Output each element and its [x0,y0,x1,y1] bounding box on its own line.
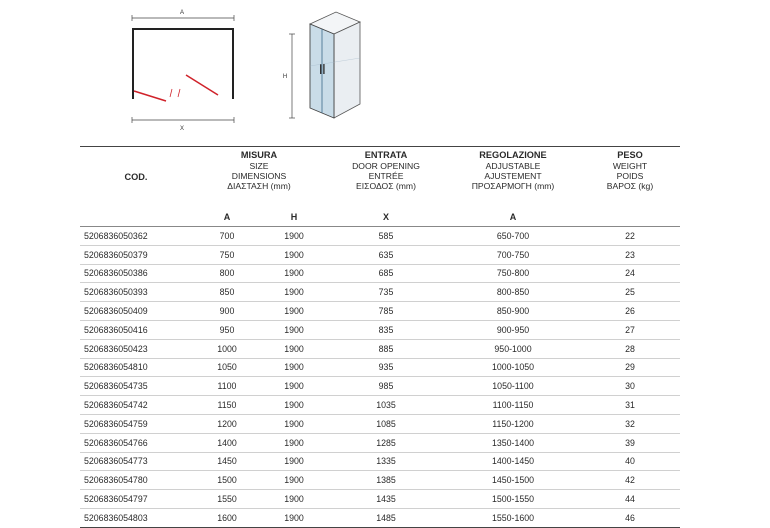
cell-adjust: 1100-1150 [446,396,580,415]
cell-weight: 26 [580,302,680,321]
table-row [80,433,680,452]
cell-adjust: 1400-1450 [446,452,580,471]
cell-size-h: 1900 [262,283,326,302]
subheader-a: A [223,212,231,222]
cell-size-a: 1450 [192,452,262,471]
cell-size-a: 1050 [192,358,262,377]
cell-code: 5206836050416 [80,320,192,339]
cell-size-a: 800 [192,264,262,283]
cell-code: 5206836054742 [80,396,192,415]
cell-size-h: 1900 [262,396,326,415]
table-row [80,283,680,302]
cell-entry-x: 1385 [326,471,446,490]
cell-code: 5206836054810 [80,358,192,377]
cell-weight: 29 [580,358,680,377]
table-row [80,377,680,396]
cell-code: 5206836050423 [80,339,192,358]
subheader-adjust-a: A [509,212,517,222]
cell-size-h: 1900 [262,227,326,246]
cell-adjust: 1350-1400 [446,433,580,452]
cell-code: 5206836054780 [80,471,192,490]
cell-size-a: 950 [192,320,262,339]
cell-adjust: 1550-1600 [446,508,580,527]
cell-adjust: 650-700 [446,227,580,246]
cell-size-a: 850 [192,283,262,302]
cell-weight: 24 [580,264,680,283]
table-header-row [80,147,680,209]
cell-adjust: 1000-1050 [446,358,580,377]
cell-entry-x: 985 [326,377,446,396]
cell-code: 5206836054766 [80,433,192,452]
cell-adjust: 750-800 [446,264,580,283]
cell-adjust: 850-900 [446,302,580,321]
cell-entry-x: 1085 [326,414,446,433]
table-row [80,508,680,527]
table-row [80,414,680,433]
cell-entry-x: 685 [326,264,446,283]
cell-adjust: 950-1000 [446,339,580,358]
cell-weight: 25 [580,283,680,302]
cell-size-h: 1900 [262,490,326,509]
cell-size-h: 1900 [262,452,326,471]
cell-size-h: 1900 [262,471,326,490]
cell-weight: 32 [580,414,680,433]
enclosure-3d-diagram [276,6,366,131]
cell-code: 5206836050393 [80,283,192,302]
cell-size-h: 1900 [262,414,326,433]
table-row [80,339,680,358]
cell-adjust: 800-850 [446,283,580,302]
cell-code: 5206836050379 [80,245,192,264]
cell-size-h: 1900 [262,358,326,377]
cell-entry-x: 635 [326,245,446,264]
cell-weight: 44 [580,490,680,509]
table-row [80,227,680,246]
cell-size-a: 900 [192,302,262,321]
table-row [80,245,680,264]
cell-size-h: 1900 [262,433,326,452]
header-size: MISURA SIZE DIMENSIONS ΔΙΑΣΤΑΣΗ (mm) [227,150,291,191]
cell-adjust: 1500-1550 [446,490,580,509]
cell-size-a: 1500 [192,471,262,490]
cell-size-h: 1900 [262,264,326,283]
cell-weight: 27 [580,320,680,339]
cell-weight: 46 [580,508,680,527]
header-code-label: COD. [124,172,148,182]
cell-size-h: 1900 [262,339,326,358]
cell-entry-x: 585 [326,227,446,246]
cell-entry-x: 935 [326,358,446,377]
subheader-h: H [290,212,298,222]
cell-weight: 39 [580,433,680,452]
table-row [80,320,680,339]
cell-code: 5206836050362 [80,227,192,246]
cell-size-a: 1550 [192,490,262,509]
door-panel-right [186,75,218,95]
cell-entry-x: 785 [326,302,446,321]
cell-size-h: 1900 [262,245,326,264]
table-row [80,264,680,283]
plan-label-a: A [179,10,185,16]
cell-size-a: 1200 [192,414,262,433]
table-row [80,302,680,321]
cell-adjust: 900-950 [446,320,580,339]
cell-weight: 42 [580,471,680,490]
cell-entry-x: 835 [326,320,446,339]
plan-label-x: X [179,126,185,132]
cell-weight: 40 [580,452,680,471]
cell-size-a: 1600 [192,508,262,527]
cell-size-h: 1900 [262,320,326,339]
cell-size-a: 1150 [192,396,262,415]
header-adjust: REGOLAZIONE ADJUSTABLE AJUSTEMENT ΠΡΟΣΑΡΜΟΓΗ (mm) [471,150,555,191]
cell-size-h: 1900 [262,377,326,396]
iso-label-h: H [282,74,288,80]
cell-entry-x: 735 [326,283,446,302]
door-panel-left [134,91,166,101]
cell-entry-x: 1035 [326,396,446,415]
table-row [80,490,680,509]
table-row [80,358,680,377]
cell-adjust: 1150-1200 [446,414,580,433]
cell-code: 5206836050386 [80,264,192,283]
cell-entry-x: 1435 [326,490,446,509]
cell-entry-x: 1485 [326,508,446,527]
cell-weight: 23 [580,245,680,264]
cell-code: 5206836050409 [80,302,192,321]
cell-code: 5206836054759 [80,414,192,433]
cell-size-a: 1400 [192,433,262,452]
cell-size-a: 1000 [192,339,262,358]
table-row [80,396,680,415]
table-row [80,452,680,471]
cell-code: 5206836054735 [80,377,192,396]
table-subheader-row [80,208,680,227]
cell-adjust: 1450-1500 [446,471,580,490]
cell-entry-x: 1285 [326,433,446,452]
spec-table [80,146,680,528]
header-code [80,147,192,209]
cell-entry-x: 885 [326,339,446,358]
cell-weight: 31 [580,396,680,415]
cell-weight: 22 [580,227,680,246]
cell-weight: 28 [580,339,680,358]
cell-code: 5206836054803 [80,508,192,527]
cell-size-a: 750 [192,245,262,264]
cell-weight: 30 [580,377,680,396]
cell-size-a: 1100 [192,377,262,396]
cell-entry-x: 1335 [326,452,446,471]
header-weight: PESO WEIGHT POIDS ΒΑΡΟΣ (kg) [606,150,654,191]
cell-adjust: 700-750 [446,245,580,264]
cell-code: 5206836054773 [80,452,192,471]
subheader-x: X [382,212,389,222]
cell-size-h: 1900 [262,508,326,527]
cell-adjust: 1050-1100 [446,377,580,396]
cell-size-a: 700 [192,227,262,246]
table-row [80,471,680,490]
cell-code: 5206836054797 [80,490,192,509]
cell-size-h: 1900 [262,302,326,321]
plan-view-diagram [120,4,250,134]
header-entry: ENTRATA DOOR OPENING ENTRÉE ΕΙΣΟΔΟΣ (mm) [352,150,420,191]
table-body [80,227,680,528]
